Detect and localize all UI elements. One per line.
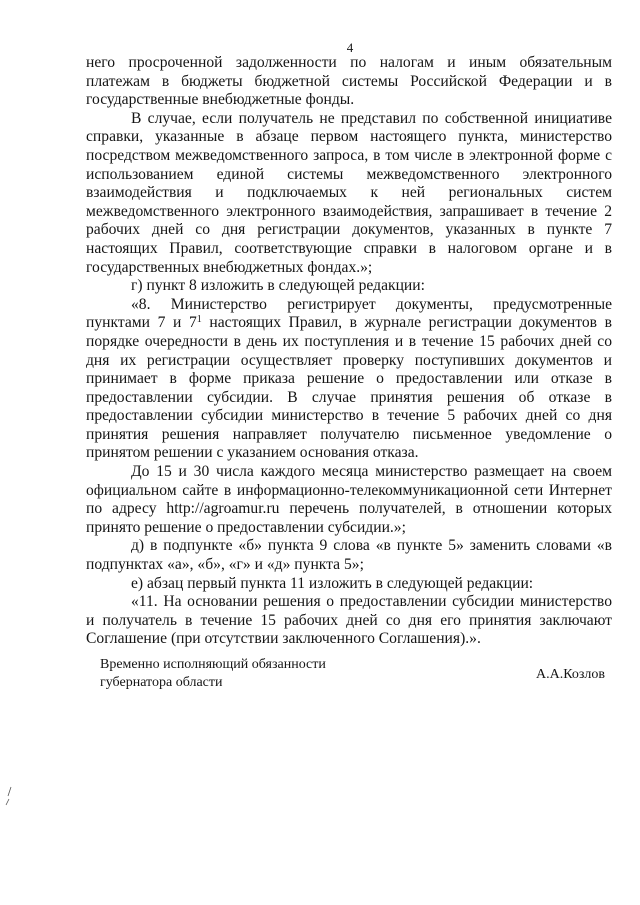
paragraph-amendment-d: д) в подпункте «б» пункта 9 слова «в пункте 5» заменить словами «в подпунктах «а», «б», «г» и «д» пункта 5»; — [86, 537, 612, 574]
paragraph-continuation: него просроченной задолженности по налогам и иным обязательным платежам в бюджеты бюджетной системы Российской Федерации и в государственные внебюджетные фонды. — [86, 54, 612, 109]
signer-position-line-1: Временно исполняющий обязанности — [100, 657, 326, 672]
signer-position — [100, 656, 326, 692]
point-8-text-start: «8. Министерство регистрирует документы, предусмотренные пунктами 7 и 7 — [86, 295, 612, 332]
signer-position-line-2: губернатора области — [100, 675, 223, 690]
document-body — [86, 54, 612, 649]
paragraph-amendment-e: е) абзац первый пункта 11 изложить в следующей редакции: — [131, 574, 534, 592]
signatory-name: А.А.Козлов — [536, 667, 605, 682]
page-number: 4 — [346, 40, 354, 55]
paragraph-amendment-g: г) пункт 8 изложить в следующей редакции: — [131, 277, 425, 295]
paragraph-point-11: «11. На основании решения о предоставлении субсидии министерство и получатель в течение 15 рабочих дней со дня его принятия заключают Соглашение (при отсутствии заключенного Соглашения).». — [86, 593, 612, 648]
point-8-text-end: настоящих Правил, в журнале регистрации документов в порядке очередности в день их поступления и в течение 15 рабочих дней со дня их регистрации осуществляет проверку поступивших документов и принимает в форме приказа решение о предоставлении или отказе в предоставлении субсидии. В случае принятия решения об отказе в предоставлении субсидии министерство в течение 5 рабочих дней со дня принятия решения направляет получателю письменное уведомление о принятом решении с указанием основания отказа. — [86, 314, 612, 462]
stray-pen-mark — [4, 785, 14, 807]
paragraph-point-8 — [86, 296, 612, 463]
paragraph-interagency-request: В случае, если получатель не представил по собственной инициативе справки, указанные в абзаце первом настоящего пункта, министерство посредством межведомственного запроса, в том числе в электронной форме с использованием единой системы межведомственного электронного взаимодействия и подключаемых к ней региональных систем межведомственного электронного взаимодействия, запрашивает в течение 2 рабочих дней со дня регистрации документов, указанных в пункте 7 настоящих Правил, соответствующие справки в налоговом органе и в государственных внебюджетных фондах.»; — [86, 109, 612, 276]
point-8-superscript: 1 — [196, 314, 202, 326]
paragraph-publication: До 15 и 30 числа каждого месяца министерство размещает на своем официальном сайте в информационно-телекоммуникационной сети Интернет по адресу http://agroamur.ru перечень получателей, в отношении которых принято решение о предоставлении субсидии.»; — [86, 463, 612, 536]
